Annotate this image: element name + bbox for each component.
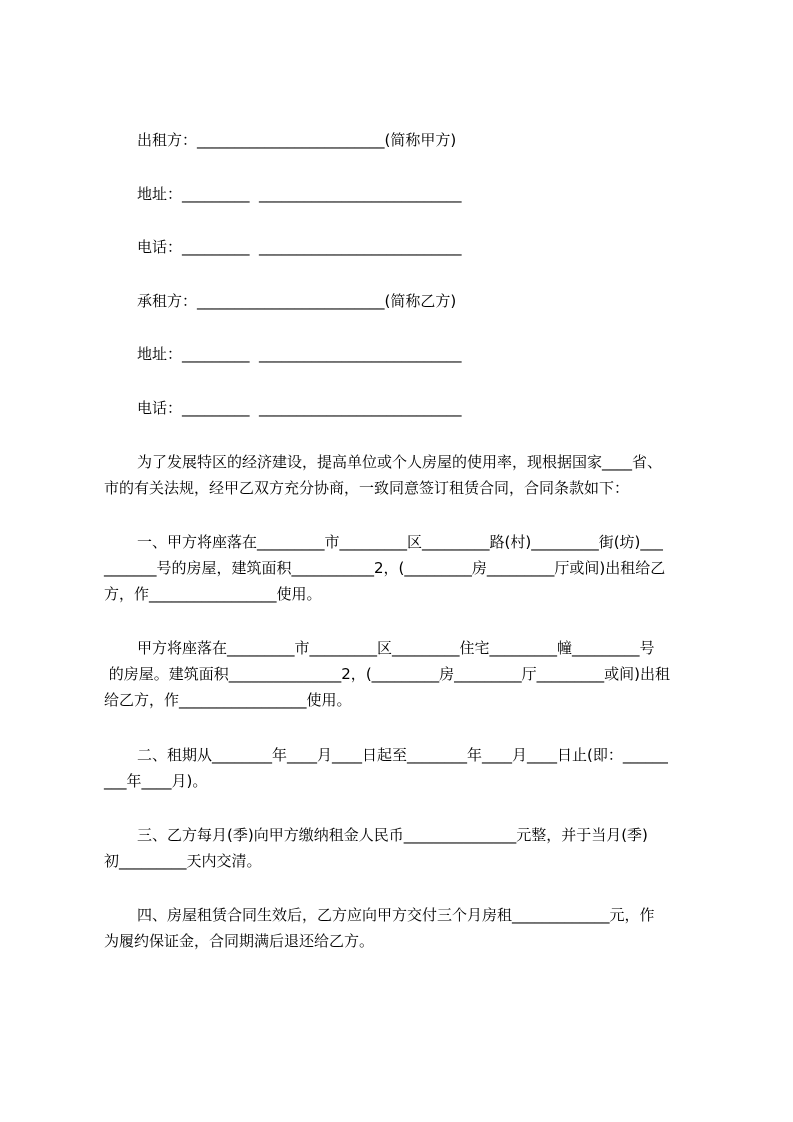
lessor-phone-line: 电话：_________ ___________________________ xyxy=(137,238,462,256)
lessee-address-line: 地址：_________ ___________________________ xyxy=(137,345,462,363)
lessee-phone-line: 电话：_________ ___________________________ xyxy=(137,399,462,417)
clause3-line-1: 三、乙方每月(季)向甲方缴纳租金人民币_______________元整，并于当月(季) xyxy=(137,826,648,844)
clause2-line-2: ___年____月)。 xyxy=(104,772,208,790)
clause1-line-2: _______号的房屋，建筑面积___________2，(_________房_________厅或间)出租给乙 xyxy=(104,559,666,577)
lessor-address-line: 地址：_________ ___________________________ xyxy=(137,185,462,203)
clause1b-line-3: 给乙方，作_________________使用。 xyxy=(104,691,352,709)
lessor-line: 出租方：_________________________(简称甲方) xyxy=(137,131,457,149)
clause1b-line-2: 的房屋。建筑面积_______________2，(_________房_________厅_________或间)出租 xyxy=(104,665,671,683)
clause1-line-3: 方，作_________________使用。 xyxy=(104,585,322,603)
clause1-line-1: 一、甲方将座落在_________市_________区_________路(村)_________街(坊)___ xyxy=(137,533,663,551)
clause3-line-2: 初_________天内交清。 xyxy=(104,852,262,870)
clause1b-line-1: 甲方将座落在_________市_________区_________住宅_________幢_________号 xyxy=(137,639,655,657)
intro-line-2: 市的有关法规，经甲乙双方充分协商，一致同意签订租赁合同，合同条款如下： xyxy=(104,479,630,497)
clause4-line-1: 四、房屋租赁合同生效后，乙方应向甲方交付三个月房租_____________元，作 xyxy=(137,906,655,924)
intro-line-1: 为了发展特区的经济建设，提高单位或个人房屋的使用率，现根据国家____省、 xyxy=(137,453,663,471)
clause2-line-1: 二、租期从________年____月____日起至________年____月____日止(即：______ xyxy=(137,746,668,764)
lessee-line: 承租方：_________________________(简称乙方) xyxy=(137,292,457,310)
clause4-line-2: 为履约保证金，合同期满后退还给乙方。 xyxy=(104,932,375,950)
